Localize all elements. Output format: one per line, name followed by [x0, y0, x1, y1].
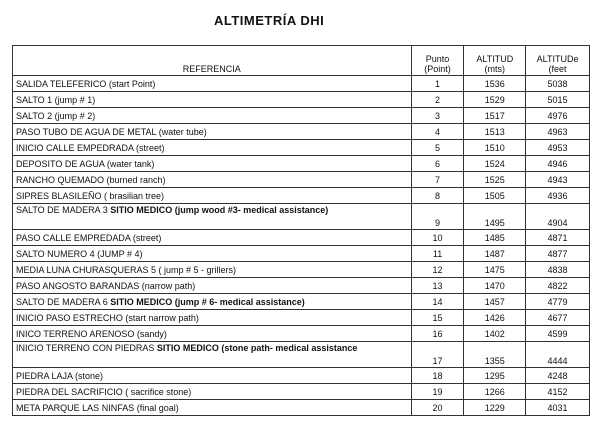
- reference-text-bold: SITIO MEDICO (jump wood #3- medical assistance): [110, 205, 329, 215]
- cell-referencia: [13, 92, 412, 108]
- cell-punto: 5: [411, 140, 464, 156]
- cell-referencia: [13, 384, 412, 400]
- cell-altitude-feet: 4953: [526, 140, 590, 156]
- header-altitude-line1: ALTITUDe: [536, 54, 579, 64]
- cell-punto: 3: [411, 108, 464, 124]
- cell-altitude-feet: 4444: [526, 342, 590, 368]
- cell-altitud-mts: 1513: [464, 124, 526, 140]
- table-row: [13, 108, 590, 124]
- table-row: [13, 124, 590, 140]
- cell-altitude-feet: 5038: [526, 76, 590, 92]
- table-row: [13, 156, 590, 172]
- header-altitud: [464, 46, 526, 76]
- cell-punto: 20: [411, 400, 464, 416]
- header-punto-line1: Punto: [425, 54, 450, 64]
- table-row: [13, 400, 590, 416]
- cell-punto: 6: [411, 156, 464, 172]
- cell-altitud-mts: 1505: [464, 188, 526, 204]
- cell-referencia: [13, 326, 412, 342]
- table-row: [13, 384, 590, 400]
- cell-altitude-feet: 5015: [526, 92, 590, 108]
- header-altitude: [526, 46, 590, 76]
- reference-text: INICIO TERRENO CON PIEDRAS: [16, 343, 157, 353]
- cell-altitud-mts: 1510: [464, 140, 526, 156]
- cell-referencia: [13, 246, 412, 262]
- reference-text: SALTO DE MADERA 3: [16, 205, 111, 215]
- cell-punto: 15: [411, 310, 464, 326]
- cell-altitude-feet: 4248: [526, 368, 590, 384]
- cell-altitude-feet: 4599: [526, 326, 590, 342]
- cell-referencia: [13, 278, 412, 294]
- reference-text: PASO ANGOSTO BARANDAS (narrow path): [16, 280, 196, 291]
- cell-punto: 4: [411, 124, 464, 140]
- cell-referencia: [13, 400, 412, 416]
- reference-text: SIPRES BLASILEÑO ( brasilian tree): [16, 190, 165, 201]
- table-row: [13, 326, 590, 342]
- cell-altitud-mts: 1536: [464, 76, 526, 92]
- cell-altitude-feet: 4976: [526, 108, 590, 124]
- cell-punto: 2: [411, 92, 464, 108]
- cell-altitud-mts: 1355: [464, 342, 526, 368]
- cell-altitude-feet: 4779: [526, 294, 590, 310]
- cell-altitud-mts: 1524: [464, 156, 526, 172]
- table-row: [13, 246, 590, 262]
- cell-referencia: [13, 188, 412, 204]
- cell-altitude-feet: 4677: [526, 310, 590, 326]
- reference-text: PASO TUBO DE AGUA DE METAL (water tube): [16, 126, 207, 137]
- table-row: [13, 278, 590, 294]
- cell-referencia: [13, 172, 412, 188]
- cell-altitude-feet: 4822: [526, 278, 590, 294]
- cell-altitude-feet: 4871: [526, 230, 590, 246]
- table-row: [13, 172, 590, 188]
- cell-altitud-mts: 1495: [464, 204, 526, 230]
- header-punto-line2: (Point): [424, 64, 451, 74]
- cell-punto: 19: [411, 384, 464, 400]
- table-row: [13, 230, 590, 246]
- table-row: [13, 262, 590, 278]
- cell-punto: 9: [411, 204, 464, 230]
- table-row: [13, 310, 590, 326]
- table-body: [13, 76, 590, 416]
- reference-text: SALTO DE MADERA 6: [16, 296, 111, 307]
- cell-altitud-mts: 1402: [464, 326, 526, 342]
- cell-punto: 18: [411, 368, 464, 384]
- cell-referencia: [13, 368, 412, 384]
- cell-referencia: [13, 310, 412, 326]
- cell-altitud-mts: 1485: [464, 230, 526, 246]
- cell-altitud-mts: 1487: [464, 246, 526, 262]
- cell-referencia: [13, 156, 412, 172]
- reference-text: SALTO 2 (jump # 2): [16, 110, 96, 121]
- table-row: [13, 76, 590, 92]
- cell-altitud-mts: 1266: [464, 384, 526, 400]
- reference-text: RANCHO QUEMADO (burned ranch): [16, 174, 166, 185]
- cell-altitud-mts: 1457: [464, 294, 526, 310]
- cell-altitud-mts: 1529: [464, 92, 526, 108]
- cell-altitude-feet: 4936: [526, 188, 590, 204]
- cell-punto: 7: [411, 172, 464, 188]
- table-row: [13, 294, 590, 310]
- cell-altitude-feet: 4963: [526, 124, 590, 140]
- cell-altitude-feet: 4838: [526, 262, 590, 278]
- reference-text-bold: SITIO MEDICO (jump # 6- medical assistance): [110, 296, 305, 307]
- cell-altitude-feet: 4904: [526, 204, 590, 230]
- page-title: ALTIMETRÍA DHI: [214, 13, 325, 28]
- reference-text: INICIO CALLE EMPEDRADA (street): [16, 142, 165, 153]
- altimetry-table: [12, 45, 590, 416]
- cell-punto: 10: [411, 230, 464, 246]
- reference-text: MEDIA LUNA CHURASQUERAS 5 ( jump # 5 - grillers): [16, 264, 237, 275]
- cell-punto: 11: [411, 246, 464, 262]
- cell-punto: 8: [411, 188, 464, 204]
- cell-altitud-mts: 1295: [464, 368, 526, 384]
- cell-punto: 16: [411, 326, 464, 342]
- reference-text: INICO TERRENO ARENOSO (sandy): [16, 328, 167, 339]
- cell-punto: 17: [411, 342, 464, 368]
- reference-text: DEPOSITO DE AGUA (water tank): [16, 158, 155, 169]
- cell-punto: 13: [411, 278, 464, 294]
- reference-text: META PARQUE LAS NINFAS (final goal): [16, 402, 179, 413]
- cell-punto: 12: [411, 262, 464, 278]
- cell-altitud-mts: 1470: [464, 278, 526, 294]
- table-row: [13, 140, 590, 156]
- table-row: [13, 92, 590, 108]
- table-row: [13, 368, 590, 384]
- reference-text: PIEDRA DEL SACRIFICIO ( sacrifice stone): [16, 386, 192, 397]
- cell-altitud-mts: 1229: [464, 400, 526, 416]
- cell-altitude-feet: 4152: [526, 384, 590, 400]
- cell-referencia: [13, 342, 412, 368]
- cell-altitude-feet: 4031: [526, 400, 590, 416]
- reference-text: SALTO NUMERO 4 (JUMP # 4): [16, 248, 143, 259]
- cell-altitude-feet: 4946: [526, 156, 590, 172]
- reference-text: SALTO 1 (jump # 1): [16, 94, 96, 105]
- header-referencia: REFERENCIA: [13, 46, 412, 76]
- reference-text: INICIO PASO ESTRECHO (start narrow path): [16, 312, 199, 323]
- cell-altitude-feet: 4943: [526, 172, 590, 188]
- cell-altitud-mts: 1525: [464, 172, 526, 188]
- cell-punto: 1: [411, 76, 464, 92]
- cell-referencia: [13, 124, 412, 140]
- header-altitude-line2: (feet: [548, 64, 567, 74]
- reference-text-bold: SITIO MEDICO (stone path- medical assistance: [156, 343, 358, 353]
- reference-text: PASO CALLE EMPREDADA (street): [16, 232, 162, 243]
- cell-altitud-mts: 1517: [464, 108, 526, 124]
- cell-referencia: [13, 108, 412, 124]
- table-row: [13, 204, 590, 230]
- header-altitud-line2: (mts): [484, 64, 506, 74]
- cell-referencia: [13, 294, 412, 310]
- table-row: [13, 188, 590, 204]
- cell-punto: 14: [411, 294, 464, 310]
- reference-text: PIEDRA LAJA (stone): [16, 370, 104, 381]
- reference-text: SALIDA TELEFERICO (start Point): [16, 78, 156, 89]
- cell-referencia: [13, 76, 412, 92]
- cell-altitude-feet: 4877: [526, 246, 590, 262]
- cell-referencia: [13, 140, 412, 156]
- header-altitud-line1: ALTITUD: [476, 54, 514, 64]
- cell-referencia: [13, 262, 412, 278]
- cell-referencia: [13, 230, 412, 246]
- cell-altitud-mts: 1426: [464, 310, 526, 326]
- table-header-row: [13, 46, 590, 76]
- cell-altitud-mts: 1475: [464, 262, 526, 278]
- table-row: [13, 342, 590, 368]
- cell-referencia: [13, 204, 412, 230]
- header-punto: [411, 46, 464, 76]
